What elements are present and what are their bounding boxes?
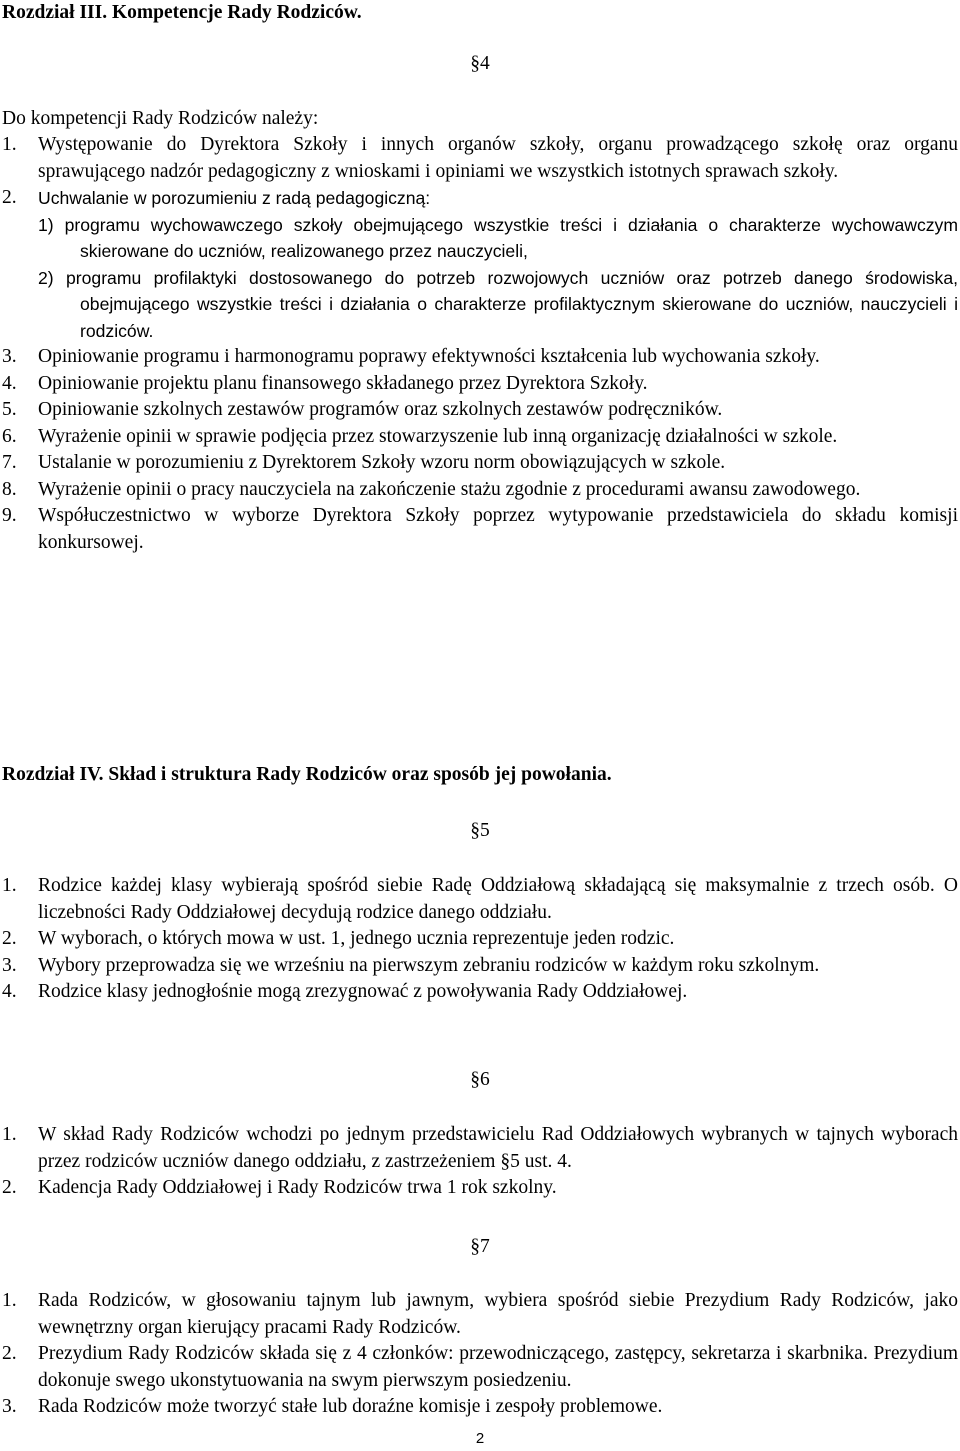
item-text: Występowanie do Dyrektora Szkoły i innych organów szkoły, organu prowadzącego szkołę oraz organu sprawującego nadzór pedagogiczny z wnioskami i opiniami we wszystkich istotnych sprawach szkoły. (38, 134, 958, 182)
item-text: Rada Rodziców może tworzyć stałe lub doraźne komisje i zespoły problemowe. (38, 1396, 663, 1417)
section-4-heading: §4 (470, 53, 490, 74)
section-4-item-2-subitem-2: 2) programu profilaktyki dostosowanego do potrzeb rozwojowych uczniów oraz potrzeb danego środowiska, obejmującego wszystkie treści i działania o charakterze profilaktycznym skierowane do uczniów, nauczycieli i rodziców. (38, 267, 958, 341)
item-text: Kadencja Rady Oddziałowej i Rady Rodziców trwa 1 rok szkolny. (38, 1177, 557, 1198)
section-4-item-8 (2, 477, 958, 504)
item-number: 3. (2, 346, 17, 367)
item-number: 4. (2, 981, 17, 1002)
section-5-heading: §5 (470, 820, 490, 841)
item-number: 9. (2, 505, 17, 526)
section-4-intro: Do kompetencji Rady Rodziców należy: (2, 108, 319, 129)
section-5-item-1 (2, 873, 958, 926)
item-number: 1. (2, 1124, 17, 1145)
section-5-list-block (2, 873, 958, 1006)
item-number: 7. (2, 452, 17, 473)
section-4-item-2 (2, 185, 958, 344)
chapter-3-title: Rozdział III. Kompetencje Rady Rodziców. (2, 2, 362, 23)
item-text: Rodzice każdej klasy wybierają spośród siebie Radę Oddziałową składającą się maksymalnie z trzech osób. O liczebności Rady Oddziałowej decydują rodzice danego oddziału. (38, 875, 958, 923)
item-number: 4. (2, 372, 17, 394)
chapter-4-title: Rozdział IV. Skład i struktura Rady Rodziców oraz sposób jej powołania. (2, 764, 612, 785)
item-text: Wyrażenie opinii o pracy nauczyciela na zakończenie stażu zgodnie z procedurami awansu zawodowego. (38, 478, 861, 500)
section-4-item-2-sublist (38, 212, 958, 345)
item-text: Opiniowanie szkolnych zestawów programów oraz szkolnych zestawów podręczników. (38, 399, 723, 420)
section-6-list-block (2, 1122, 958, 1202)
item-number: 3. (2, 1396, 17, 1417)
section-4-item-9 (2, 503, 958, 556)
section-4-item-1 (2, 132, 958, 185)
item-text: Rada Rodziców, w głosowaniu tajnym lub jawnym, wybiera spośród siebie Prezydium Rady Rodziców, jako wewnętrzny organ kierujący pracami Rady Rodziców. (38, 1290, 958, 1338)
item-text: Opiniowanie projektu planu finansowego składanego przez Dyrektora Szkoły. (38, 372, 648, 394)
section-4-item-2-subitem-1: 1) programu wychowawczego szkoły obejmującego wszystkie treści i działania o charakterze wychowawczym skierowane do uczniów, realizowanego przez nauczycieli, (38, 214, 958, 261)
section-5-item-3 (2, 953, 958, 980)
section-4-list (2, 132, 958, 556)
item-text: Współuczestnictwo w wyborze Dyrektora Szkoły poprzez wytypowanie przedstawiciela do składu komisji konkursowej. (38, 505, 958, 553)
item-text: W skład Rady Rodziców wchodzi po jednym przedstawicielu Rad Oddziałowych wybranych w tajnych wyborach przez rodziców uczniów danego oddziału, z zastrzeżeniem §5 ust. 4. (38, 1124, 958, 1172)
item-number: 1. (2, 134, 17, 155)
section-4-item-5 (2, 397, 958, 424)
page-number: 2 (475, 1430, 485, 1447)
section-4-item-7 (2, 450, 958, 477)
section-5-item-4 (2, 979, 958, 1006)
item-number: 5. (2, 399, 17, 420)
section-5-item-2 (2, 926, 958, 953)
item-number: 2. (2, 1177, 17, 1198)
section-7-item-3 (2, 1394, 958, 1421)
section-4-item-3 (2, 344, 958, 371)
item-number: 2. (2, 928, 17, 949)
section-6-heading: §6 (470, 1069, 490, 1090)
item-text: Uchwalanie w porozumieniu z radą pedagogiczną: (38, 188, 431, 208)
section-4-item-6 (2, 424, 958, 451)
section-7-item-2 (2, 1341, 958, 1394)
section-7-item-1 (2, 1288, 958, 1341)
section-7-heading: §7 (470, 1236, 490, 1257)
item-text: Wyrażenie opinii w sprawie podjęcia przez stowarzyszenie lub inną organizację działalności w szkole. (38, 425, 838, 447)
section-7-list (2, 1288, 958, 1421)
section-6-list (2, 1122, 958, 1202)
item-number: 1. (2, 875, 17, 896)
item-number: 2. (2, 187, 17, 208)
item-text: Prezydium Rady Rodziców składa się z 4 członków: przewodniczącego, zastępcy, sekretarza i skarbnika. Prezydium dokonuje swego ukonstytuowania na swym pierwszym posiedzeniu. (38, 1343, 958, 1391)
section-5-list (2, 873, 958, 1006)
item-number: 2. (2, 1343, 17, 1364)
item-number: 3. (2, 954, 17, 976)
item-number: 8. (2, 478, 17, 500)
item-number: 1. (2, 1290, 17, 1311)
item-text: Rodzice klasy jednogłośnie mogą zrezygnować z powoływania Rady Oddziałowej. (38, 981, 688, 1002)
section-7-list-block (2, 1288, 958, 1421)
item-text: Ustalanie w porozumieniu z Dyrektorem Szkoły wzoru norm obowiązujących w szkole. (38, 452, 726, 473)
item-text: W wyborach, o których mowa w ust. 1, jednego ucznia reprezentuje jeden rodzic. (38, 928, 675, 949)
item-number: 6. (2, 425, 17, 447)
section-6-item-1 (2, 1122, 958, 1175)
item-text: Wybory przeprowadza się we wrześniu na pierwszym zebraniu rodziców w każdym roku szkolnym. (38, 954, 820, 976)
section-6-item-2 (2, 1175, 958, 1202)
item-text: Opiniowanie programu i harmonogramu poprawy efektywności kształcenia lub wychowania szkoły. (38, 346, 820, 367)
section-4-list-block (2, 132, 958, 556)
section-4-item-4 (2, 371, 958, 398)
